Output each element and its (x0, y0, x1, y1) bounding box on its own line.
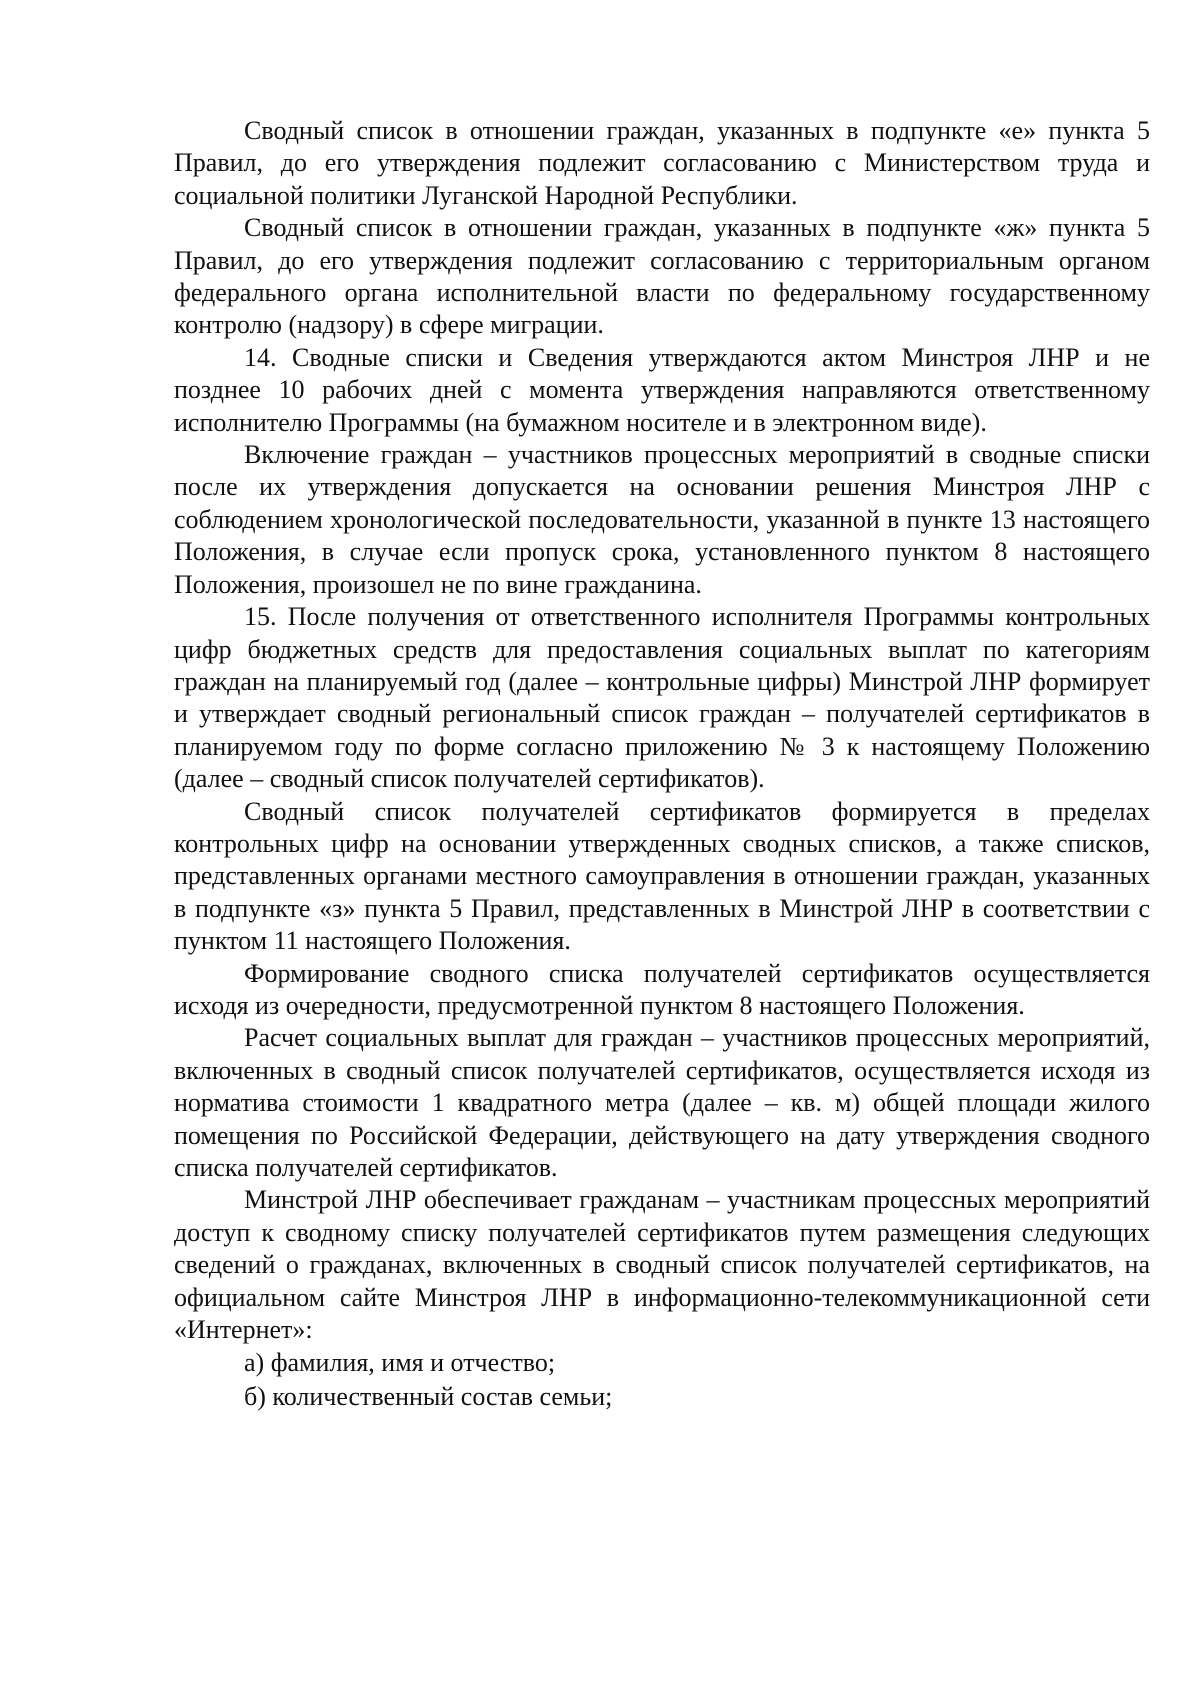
list-item-a: а) фамилия, имя и отчество; (244, 1348, 556, 1378)
paragraph-5-clause-15: 15. После получения от ответственного исполнителя Программы контрольных цифр бюджетных средств для предоставления социальных выплат по категориям граждан на планируемый год (далее – контрольные цифры) Минстрой ЛНР формирует и утверждает сводный региональный список граждан – получателей сертификатов в планируемом году по форме согласно приложению № 3 к настоящему Положению (далее – сводный список получателей сертификатов). (174, 602, 1150, 794)
document-page (174, 115, 1150, 1413)
paragraph-4: Включение граждан – участников процессных мероприятий в сводные списки после их утверждения допускается на основании решения Минстроя ЛНР с соблюдением хронологической последовательности, указанной в пункте 13 настоящего Положения, в случае если пропуск срока, установленного пунктом 8 настоящего Положения, произошел не по вине гражданина. (174, 440, 1150, 599)
paragraph-3-clause-14: 14. Сводные списки и Сведения утверждаются актом Минстроя ЛНР и не позднее 10 рабочих дней с момента утверждения направляются ответственному исполнителю Программы (на бумажном носителе и в электронном виде). (174, 342, 1150, 437)
list-item-b: б) количественный состав семьи; (244, 1381, 613, 1411)
paragraph-1: Сводный список в отношении граждан, указанных в подпункте «е» пункта 5 Правил, до его утверждения подлежит согласованию с Министерством труда и социальной политики Луганской Народной Республики. (174, 116, 1150, 210)
paragraph-2: Сводный список в отношении граждан, указанных в подпункте «ж» пункта 5 Правил, до его утверждения подлежит согласованию с территориальным органом федерального органа исполнительной власти по федеральному государственному контролю (надзору) в сфере миграции. (174, 213, 1150, 340)
paragraph-8: Расчет социальных выплат для граждан – участников процессных мероприятий, включенных в сводный список получателей сертификатов, осуществляется исходя из норматива стоимости 1 квадратного метра (далее – кв. м) общей площади жилого помещения по Российской Федерации, действующего на дату утверждения сводного списка получателей сертификатов. (174, 1023, 1150, 1182)
paragraph-6: Сводный список получателей сертификатов формируется в пределах контрольных цифр на основании утвержденных сводных списков, а также списков, представленных органами местного самоуправления в отношении граждан, указанных в подпункте «з» пункта 5 Правил, представленных в Минстрой ЛНР в соответствии с пунктом 11 настоящего Положения. (174, 796, 1150, 956)
paragraph-9: Минстрой ЛНР обеспечивает гражданам – участникам процессных мероприятий доступ к сводному списку получателей сертификатов путем размещения следующих сведений о гражданах, включенных в сводный список получателей сертификатов, на официальном сайте Минстроя ЛНР в информационно-телекоммуникационной сети «Интернет»: (174, 1185, 1150, 1345)
paragraph-7: Формирование сводного списка получателей сертификатов осуществляется исходя из очередности, предусмотренной пунктом 8 настоящего Положения. (174, 958, 1150, 1020)
